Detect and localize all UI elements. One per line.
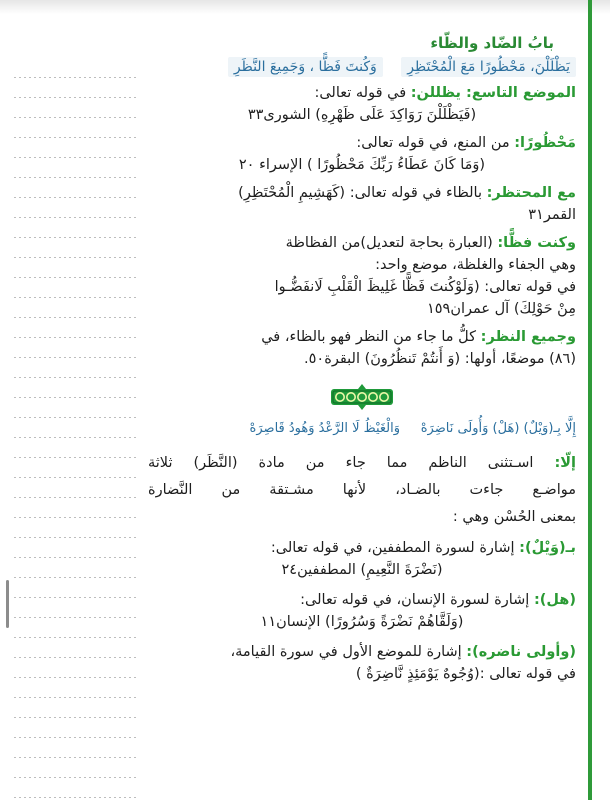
item-text: إشارة لسورة الإنسان، في قوله تعالى:	[300, 592, 530, 608]
item-ula	[148, 641, 576, 663]
section-5	[148, 326, 576, 348]
item-wayl	[148, 537, 576, 559]
notes-lines	[14, 58, 138, 800]
section-quote: (وَمَا كَانَ عَطَاءُ رَبِّكَ مَحْظُورًا ) الإسراء ٢٠	[238, 157, 486, 173]
verse-2-part2: وَالْغَيْظُ لَا الرَّعْدُ وَهُودُ قَاصِرَهْ	[249, 421, 401, 436]
verse-2-part1: إِلَّا بِـ(وَيْلٌ) (هَلْ) وَأُولَى نَاضِرَهْ	[420, 421, 576, 436]
section-3	[148, 182, 576, 204]
intro-verse-part2: وَكُنتَ فَظًّا ، وَجَمِيعَ النَّظَرِ	[228, 57, 383, 77]
section-text-cont: مِنْ حَوْلِكَ) آل عمران١٥٩	[426, 301, 576, 317]
item-heading: بـ(وَيْلٌ):	[519, 540, 576, 556]
chapter-title: بابُ الضّاد والظّاء	[430, 34, 554, 52]
section-text: بالظاء في قوله تعالى: (كَهَشِيمِ الْمُحْتَظِرِ)	[238, 185, 482, 201]
section-quote: (فَيَظْلَلْنَ رَوَاكِدَ عَلَى ظَهْرِهِ) الشورى٣٣	[247, 107, 477, 123]
item-heading: (وأولى ناضره):	[466, 644, 576, 660]
section-4	[148, 232, 576, 254]
section-text: (العبارة بحاجة لتعديل)من الفظاظة	[285, 235, 493, 251]
illa-text: اسـتثنى الناظم مما جاء من مادة (النَّظَر) ثلاثة	[148, 455, 534, 471]
item-hal	[148, 589, 576, 611]
section-text-cont: (٨٦) موضعًا، أولها: (وَ أَنتُمْ تَنظُرُونَ) البقرة٥٠.	[304, 351, 576, 367]
section-heading: وجميع النظر:	[480, 329, 576, 345]
illa-line-3: بمعنى الحُسْن وهي :	[452, 509, 576, 525]
intro-verse-part1: يَظْلَلْنَ، مَحْظُورًا مَعَ الْمُحْتَظِرِ	[401, 57, 576, 77]
section-text: في قوله تعالى:	[314, 85, 407, 101]
top-shade	[0, 0, 610, 14]
page-content	[148, 56, 576, 685]
intro-verse	[148, 56, 576, 78]
ornament-icon	[331, 384, 393, 410]
section-heading: وكنت فظًّا:	[497, 235, 576, 251]
section-heading: مع المحتظر:	[486, 185, 576, 201]
illa-heading: إلّا:	[554, 455, 577, 471]
item-heading: (هل):	[533, 592, 576, 608]
item-quote: (وَلَقَّاهُمْ نَضْرَةً وَسُرُورًا) الإنسان١١	[260, 614, 464, 630]
item-text: إشارة لسورة المطففين، في قوله تعالى:	[270, 540, 515, 556]
section-heading: مَحْظُورًا:	[514, 135, 576, 151]
item-quote: (نَضْرَةَ النَّعِيمِ) المطففين٢٤	[281, 562, 443, 578]
item-text: إشارة للموضع الأول في سورة القيامة،	[230, 644, 462, 660]
section-text-cont: في قوله تعالى: (وَلَوْكُنتَ فَظًّا غَلِيظَ الْقَلْبِ لَانفَضُّـوا	[274, 279, 576, 295]
ornament-divider	[148, 384, 576, 410]
scroll-indicator[interactable]	[6, 580, 9, 628]
section-2	[148, 132, 576, 154]
section-heading: الموضع التاسع: يظللن:	[410, 85, 576, 101]
section-1	[148, 82, 576, 104]
illa-line-2: مواضـع جاءت بالضـاد، لأنها مشـتقة من النَّضارة	[148, 482, 576, 498]
section-text-cont: وهي الجفاء والغلظة، موضع واحد:	[375, 257, 576, 273]
section-text-cont: القمر٣١	[528, 207, 576, 223]
item-text-cont: في قوله تعالى :(وُجُوهٌ يَوْمَئِذٍ نَّاضِرَةٌ )	[355, 666, 576, 682]
section-text: من المنع، في قوله تعالى:	[356, 135, 510, 151]
section-text: كلُّ ما جاء من النظر فهو بالظاء، في	[261, 329, 477, 345]
verse-2	[148, 418, 576, 440]
green-side-bar	[588, 0, 592, 800]
illa-line-1	[148, 450, 576, 477]
